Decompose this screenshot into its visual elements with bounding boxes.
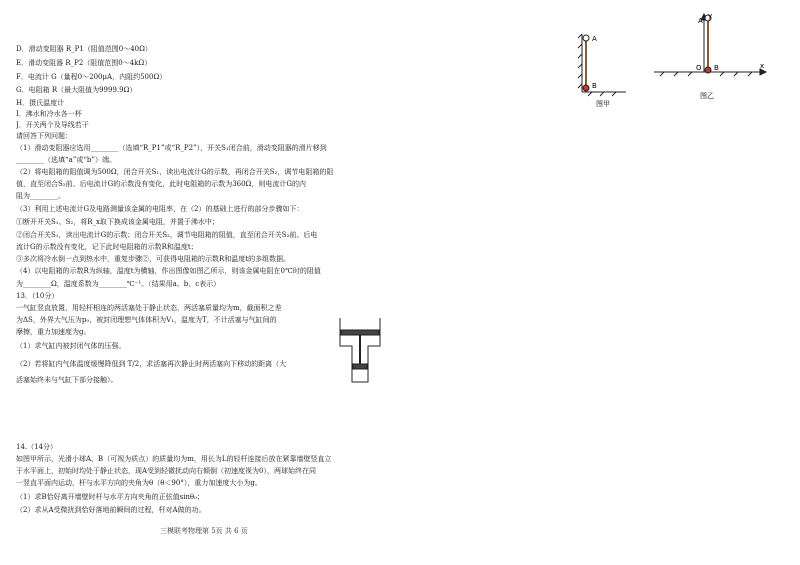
text-line: 14.（14分） [16,443,58,451]
axis-y-label: y [708,12,713,20]
rod-figure-yi [650,10,770,110]
axis-x-label: x [760,62,765,70]
text-line: I．沸水和冷水各一杯 [16,110,82,118]
text-line: J．开关两个及导线若干 [16,121,89,129]
fig-label-a: A [592,35,597,43]
text-line: （1）求B恰好离开墙壁时杆与水平方向夹角的正弦值sinθ₀； [16,493,204,501]
text-line: （2）将电阻箱的阻值调为500Ω，闭合开关S₁，读出电流计G的示数，再闭合开关S₂，调节电阻箱的阻 [16,168,334,176]
text-line: ③多次将冷水倒一点到热水中，重复步骤②，可获得电阻箱的示数R和温度t的多组数据。 [16,255,291,263]
fig-caption: 图甲 [596,100,610,108]
page-6 [400,0,800,565]
text-line: 一气缸竖直放置，用轻杆相连的两活塞处于静止状态，两活塞质量均为m，截面积之差 [16,304,282,312]
text-line: D．滑动变阻器 R_P1（阻值范围0～40Ω） [16,45,152,53]
text-line: （4）以电阻箱的示数R为纵轴，温度t为横轴，作出图像如图乙所示，则该金属电阻在0℃时的阻值 [16,267,321,275]
fig-label-b: B [714,64,719,72]
fig-caption: 图乙 [700,92,714,100]
text-line: ________（选填“a”或“b”）端。 [16,156,116,164]
cylinder-figure [326,312,394,392]
text-line: （1）求气缸内被封闭气体的压强。 [16,342,126,350]
text-line: 为ΔS，外界大气压为p₀，被封闭理想气体体积为V₁，温度为T，不计活塞与气缸间的 [16,316,277,324]
text-line: ①断开开关S₁、S₂，将R_x取下换成该金属电阻，并置于沸水中； [16,218,219,226]
text-line: 请回答下列问题： [16,132,72,140]
text-line: 如图甲所示，光滑小球A、B（可视为质点）的质量均为m，用长为L的轻杆连接后放在紧靠墙壁竖直立 [16,455,332,463]
wall-rod-figure-jia [570,30,630,110]
text-line: （3）利用上述电流计G及电路测量该金属的电阻率，在（2）的基础上进行的部分步骤如下： [16,205,304,213]
text-line: 流计G的示数没有变化，记下此时电阻箱的示数R和温度t； [16,243,198,251]
text-line: 一竖直平面内运动，杆与水平方向的夹角为θ（θ＜90°），重力加速度大小为g。 [16,479,262,487]
text-line: （2）若将缸内气体温度缓慢降低到 T/2，求活塞再次静止时两活塞向下移动的距离（大 [16,360,287,368]
text-line: E．滑动变阻器 R_P2（阻值范围0～4kΩ） [16,59,152,67]
text-line: （1）滑动变阻器应选用________（选填“R_P1”或“R_P2”），开关S₁闭合前，滑动变阻器的滑片移到 [16,144,327,152]
page-footer: 三模联考物理第 5页 共 6 页 [160,527,248,535]
text-line: 活塞始终未与气缸下部分接触）。 [16,376,118,384]
text-line: 阻为________。 [16,192,65,200]
fig-label-o: O [696,64,702,72]
fig-label-a: A [698,17,703,25]
text-line: 值，直至闭合S₂前、后电流计G的示数没有变化，此时电阻箱的示数为360Ω，则电流计G的内 [16,180,306,188]
text-line: 于水平面上，初始时均处于静止状态，现A受到轻微扰动向右倾倒（初速度视为0），两球始终在同 [16,467,317,475]
text-line: F．电流计 G（量程0～200μA，内阻约500Ω） [16,73,167,81]
text-line: （2）求从A受微扰到恰好落地前瞬间的过程，杆对A做的功。 [16,506,206,514]
text-line: 为________Ω，温度系数为________℃⁻¹。（结果用a、b、c表示） [16,280,221,288]
fig-label-b: B [592,82,597,90]
text-line: 摩擦，重力加速度为g。 [16,328,91,336]
text-line: G．电阻箱 R（最大阻值为9999.9Ω） [16,86,137,94]
text-line: H．摄氏温度计 [16,99,65,107]
text-line: ②闭合开关S₁，读出电流计G的示数；闭合开关S₂，调节电阻箱的阻值，直至闭合开关S₂前、后电 [16,231,318,239]
text-line: 13．（10分） [16,292,59,300]
